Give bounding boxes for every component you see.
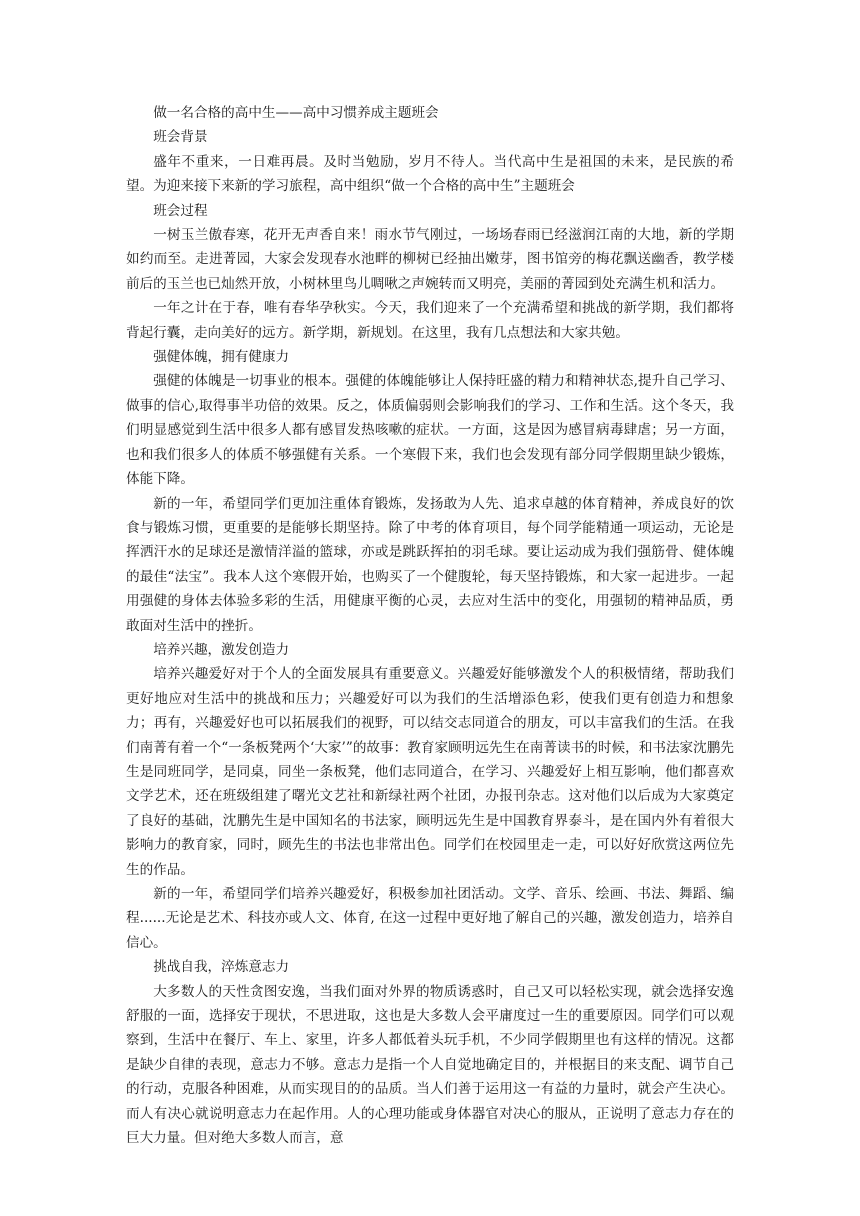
- paragraph: 大多数人的天性贪图安逸，当我们面对外界的物质诱惑时，自己又可以轻松实现，就会选择安逸舒服的一面，选择安于现状，不思进取，这也是大多数人会平庸度过一生的重要原因。同学们可以观察到，生活中在餐厅、车上、家里，许多人都低着头玩手机，不少同学假期里也有这样的情况。这都是缺少自律的表现，意志力不够。意志力是指一个人自觉地确定目的，并根据目的来支配、调节自己的行动，克服各种困难，从而实现目的的品质。当人们善于运用这一有益的力量时，就会产生决心。而人有决心就说明意志力在起作用。人的心理功能或身体器官对决心的服从，正说明了意志力存在的巨大力量。但对绝大多数人而言，意: [126, 983, 734, 1147]
- section-heading-interest: 培养兴趣，激发创造力: [153, 641, 290, 658]
- paragraph: 一年之计在于春，唯有春华孕秋实。今天，我们迎来了一个充满希望和挑战的新学期，我们都将背起行囊，走向美好的远方。新学期，新规划。在这里，我有几点想法和大家共勉。: [126, 300, 734, 341]
- section-heading-process: 班会过程: [153, 202, 208, 219]
- document-title: 做一名合格的高中生——高中习惯养成主题班会: [153, 105, 439, 121]
- paragraph: 新的一年，希望同学们更加注重体育锻炼，发扬敢为人先、追求卓越的体育精神，养成良好的饮食与锻炼习惯，更重要的是能够长期坚持。除了中考的体育项目，每个同学能精通一项运动，无论是挥洒汗水的足球还是激情洋溢的篮球，亦或是跳跃挥拍的羽毛球。要让运动成为我们强筋骨、健体魄的最佳“法宝”。我本人这个寒假开始，也购买了一个健腹轮，每天坚持锻炼，和大家一起进步。一起用强健的身体去体验多彩的生活，用健康平衡的心灵，去应对生活中的变化，用强韧的精神品质，勇敢面对生活中的挫折。: [126, 495, 734, 634]
- section-heading-willpower: 挑战自我，淬炼意志力: [153, 959, 290, 976]
- paragraph: 盛年不重来，一日难再晨。及时当勉励，岁月不待人。当代高中生是祖国的未来，是民族的希望。为迎来接下来新的学习旅程，高中组织“做一个合格的高中生”主题班会: [126, 153, 734, 195]
- paragraph: 培养兴趣爱好对于个人的全面发展具有重要意义。兴趣爱好能够激发个人的积极情绪，帮助我们更好地应对生活中的挑战和压力；兴趣爱好可以为我们的生活增添色彩，使我们更有创造力和想象力；再有，兴趣爱好也可以拓展我们的视野，可以结交志同道合的朋友，可以丰富我们的生活。在我们南菁有着一个“一条板凳两个‘大家’”的故事：教育家顾明远先生在南菁读书的时候，和书法家沈鹏先生是同班同学，是同桌，同坐一条板凳，他们志同道合，在学习、兴趣爱好上相互影响，他们都喜欢文学艺术，还在班级组建了曙光文艺社和新绿社两个社团，办报刊杂志。这对他们以后成为大家奠定了良好的基础，沈鹏先生是中国知名的书法家，顾明远先生是中国教育界泰斗，是在国内外有着很大影响力的教育家，同时，顾先生的书法也非常出色。同学们在校园里走一走，可以好好欣赏这两位先生的作品。: [126, 666, 734, 878]
- paragraph: 强健的体魄是一切事业的根本。强健的体魄能够让人保持旺盛的精力和精神状态,提升自己学习、做事的信心,取得事半功倍的效果。反之，体质偏弱则会影响我们的学习、工作和生活。这个冬天，我们明显感觉到生活中很多人都有感冒发热咳嗽的症状。一方面，这是因为感冒病毒肆虐；另一方面，也和我们很多人的体质不够强健有关系。一个寒假下来，我们也会发现有部分同学假期里缺少锻炼，体能下降。: [126, 373, 734, 488]
- document-page: [126, 101, 734, 1150]
- paragraph: 新的一年，希望同学们培养兴趣爱好，积极参加社团活动。文学、音乐、绘画、书法、舞蹈、编程......无论是艺术、科技亦或人文、体育, 在这一过程中更好地了解自己的兴趣，激发创造力，培养自信心。: [126, 886, 734, 951]
- paragraph: 一树玉兰傲春寒，花开无声香自来！雨水节气刚过，一场场春雨已经滋润江南的大地，新的学期如约而至。走进菁园，大家会发现春水池畔的柳树已经抽出嫩芽，图书馆旁的梅花飘送幽香，教学楼前后的玉兰也已灿然开放，小树林里鸟儿啁啾之声婉转而又明亮，美丽的菁园到处充满生机和活力。: [126, 227, 734, 292]
- section-heading-health: 强健体魄，拥有健康力: [153, 349, 290, 366]
- section-heading-background: 班会背景: [153, 129, 208, 146]
